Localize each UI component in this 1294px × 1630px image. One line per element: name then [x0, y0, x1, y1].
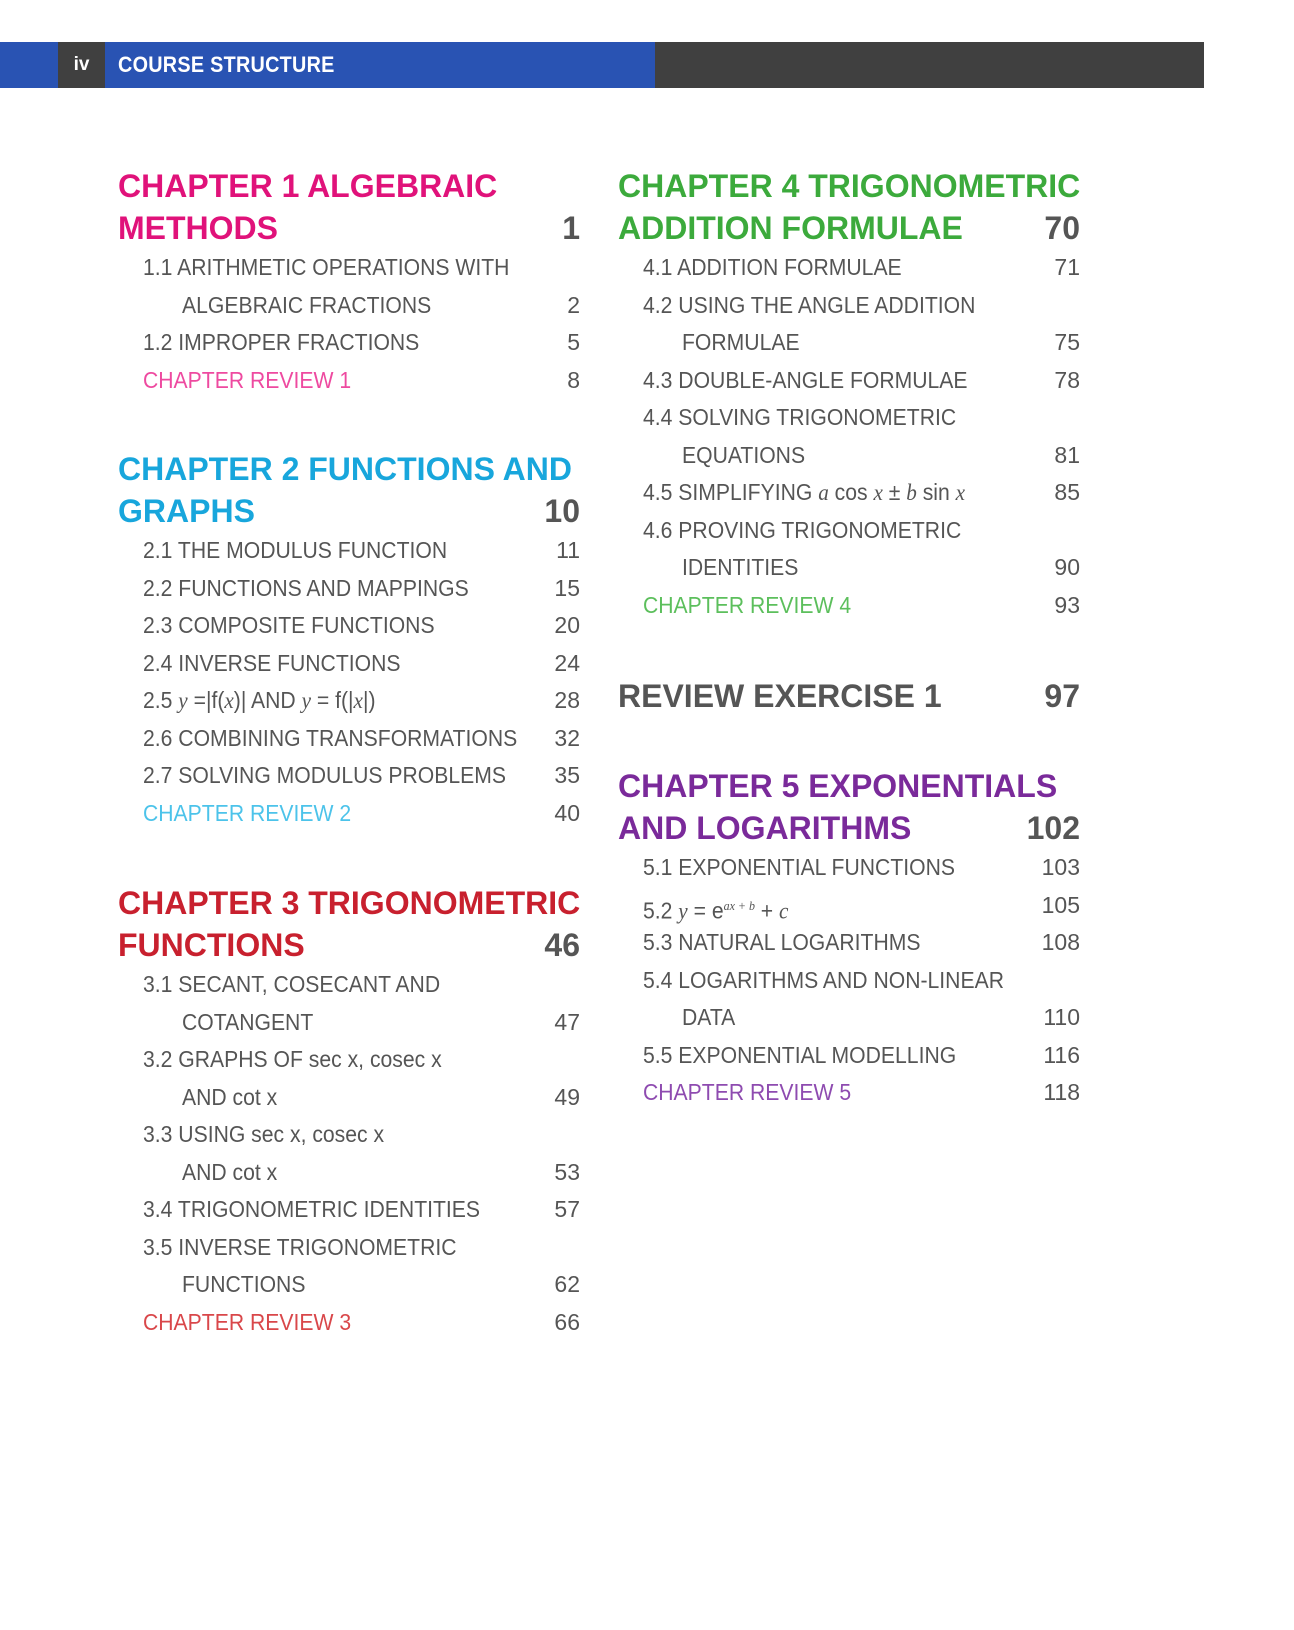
chapter-2-title-line1[interactable]: CHAPTER 2 FUNCTIONS AND [118, 451, 572, 487]
chapter-1-title-line1[interactable]: CHAPTER 1 ALGEBRAIC [118, 168, 498, 204]
chapter-4-page: 70 [1044, 210, 1080, 246]
section-5-2-label: 5.2 $y = e^{ax + b} + c$ [643, 897, 789, 924]
review-exercise-title[interactable]: REVIEW EXERCISE 1 [618, 678, 942, 714]
chapter-1: CHAPTER 1 ALGEBRAIC METHODS 1 1.1 ARITHMETIC OPERATIONS WITH ALGEBRAIC FRACTIONS 2 1.2 IMPROPER FRACTIONS 5 CHAPTER REVIEW 1 8 [118, 165, 580, 399]
section-3-4[interactable]: 3.4 TRIGONOMETRIC IDENTITIES 57 [143, 1196, 580, 1222]
chapter-review-3[interactable]: CHAPTER REVIEW 3 66 [143, 1308, 580, 1335]
section-5-4[interactable]: 5.4 LOGARITHMS AND NON-LINEAR [643, 966, 1004, 993]
section-4-5-label: 4.5 SIMPLIFYING a cos x ± b sin x [643, 479, 966, 505]
chapter-5-page: 102 [1026, 810, 1080, 846]
chapter-4-title-line1[interactable]: CHAPTER 4 TRIGONOMETRIC [618, 168, 1081, 204]
page-number: iv [58, 42, 105, 88]
chapter-5-title-line2[interactable]: AND LOGARITHMS [618, 810, 912, 846]
section-3-2[interactable]: 3.2 GRAPHS OF sec x, cosec x [143, 1046, 442, 1072]
chapter-3-page: 46 [544, 927, 580, 963]
header-bar [0, 42, 1204, 88]
review-exercise-page: 97 [1044, 678, 1080, 714]
section-4-5[interactable]: 4.5 SIMPLIFYING a cos x ± b sin x 85 [618, 474, 1080, 512]
section-3-1[interactable]: 3.1 SECANT, COSECANT AND [143, 971, 441, 997]
section-4-1[interactable]: 4.1 ADDITION FORMULAE 71 [643, 254, 1080, 280]
chapter-review-1[interactable]: CHAPTER REVIEW 1 8 [143, 366, 580, 393]
chapter-3-title-line1[interactable]: CHAPTER 3 TRIGONOMETRIC [118, 885, 581, 921]
chapter-4: CHAPTER 4 TRIGONOMETRIC ADDITION FORMULAE 70 4.1 ADDITION FORMULAE 71 4.2 USING THE ANGLE ADDITION FORMULAE 75 4.3 DOUBLE-ANGLE FORMULAE 78 4.4 SOLVING TRIGONOMETRIC EQUATIONS 81 4.5 SIMPLIFYING a cos x ± b sin x 85 4.6 PROVING TRIGONOMETRIC IDENTITIES 90 CHAPTER REVIEW 4 93 [618, 165, 1080, 624]
section-4-3[interactable]: 4.3 DOUBLE-ANGLE FORMULAE 78 [643, 366, 1080, 393]
chapter-5: CHAPTER 5 EXPONENTIALS AND LOGARITHMS 102 5.1 EXPONENTIAL FUNCTIONS 103 5.2 $y = e^{ax + b} + c$ 105 5.3 NATURAL LOGARITHMS 108 5.4 LOGARITHMS AND NON-LINEAR DATA 110 5.5 EXPONENTIAL MODELLING 116 CHAPTER REVIEW 5 118 [618, 765, 1080, 1112]
section-2-7[interactable]: 2.7 SOLVING MODULUS PROBLEMS 35 [143, 762, 580, 788]
header-title: COURSE STRUCTURE [118, 52, 335, 77]
section-4-4[interactable]: 4.4 SOLVING TRIGONOMETRIC [643, 404, 957, 430]
chapter-2 [118, 448, 580, 832]
chapter-review-5[interactable]: CHAPTER REVIEW 5 118 [643, 1079, 1080, 1105]
section-3-5[interactable]: 3.5 INVERSE TRIGONOMETRIC [143, 1233, 457, 1260]
section-1-1[interactable]: 1.1 ARITHMETIC OPERATIONS WITH [143, 254, 510, 280]
section-2-5-label: 2.5 y =|f(x)| AND y = f(|x|) [143, 687, 376, 713]
section-5-5[interactable]: 5.5 EXPONENTIAL MODELLING 116 [643, 1041, 1080, 1068]
section-2-2[interactable]: 2.2 FUNCTIONS AND MAPPINGS 15 [143, 574, 580, 601]
section-2-1[interactable]: 2.1 THE MODULUS FUNCTION 11 [143, 537, 580, 563]
review-exercise-1 [618, 675, 1080, 717]
chapter-5-title-line1[interactable]: CHAPTER 5 EXPONENTIALS [618, 768, 1058, 804]
section-5-2[interactable]: 5.2 $y = e^{ax + b} + c$ 105 [618, 887, 1080, 925]
chapter-review-2[interactable]: CHAPTER REVIEW 2 40 [143, 799, 580, 826]
chapter-1-page: 1 [562, 210, 580, 246]
section-4-2[interactable]: 4.2 USING THE ANGLE ADDITION [643, 291, 976, 318]
chapter-1-title-line2[interactable]: METHODS [118, 210, 278, 246]
chapter-2-page: 10 [544, 493, 580, 529]
chapter-3-title-line2[interactable]: FUNCTIONS [118, 927, 305, 963]
section-2-6[interactable]: 2.6 COMBINING TRANSFORMATIONS 32 [143, 724, 580, 751]
section-5-1[interactable]: 5.1 EXPONENTIAL FUNCTIONS 103 [643, 854, 1080, 880]
chapter-4-title-line2[interactable]: ADDITION FORMULAE [618, 210, 963, 246]
section-1-2[interactable]: 1.2 IMPROPER FRACTIONS 5 [143, 329, 580, 355]
section-2-5[interactable]: 2.5 y =|f(x)| AND y = f(|x|) 28 [118, 682, 580, 720]
section-2-4[interactable]: 2.4 INVERSE FUNCTIONS 24 [143, 649, 580, 676]
chapter-review-4[interactable]: CHAPTER REVIEW 4 93 [643, 591, 1080, 618]
chapter-3: CHAPTER 3 TRIGONOMETRIC FUNCTIONS 46 3.1 SECANT, COSECANT AND COTANGENT 47 3.2 GRAPHS OF sec x, cosec x AND cot x 49 3.3 USING sec x, cosec x AND cot x 53 3.4 TRIGONOMETRIC IDENTITIES 57 3.5 INVERSE TRIGONOMETRIC FUNCTIONS 62 CHAPTER REVIEW 3 66 [118, 882, 580, 1341]
section-3-3[interactable]: 3.3 USING sec x, cosec x [143, 1121, 385, 1147]
section-2-3[interactable]: 2.3 COMPOSITE FUNCTIONS 20 [143, 612, 580, 638]
chapter-2-title-line2[interactable]: GRAPHS [118, 493, 255, 529]
section-5-3[interactable]: 5.3 NATURAL LOGARITHMS 108 [643, 929, 1080, 955]
section-4-6[interactable]: 4.6 PROVING TRIGONOMETRIC [643, 516, 962, 543]
